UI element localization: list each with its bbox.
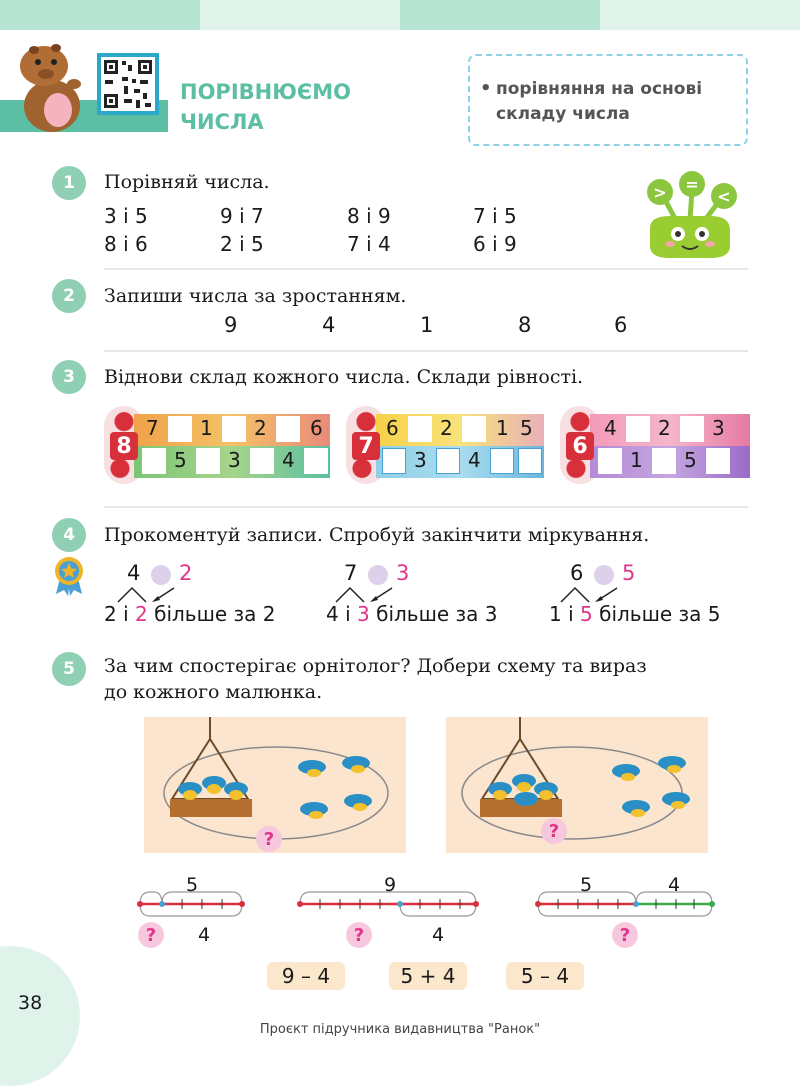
whole-number: 6 [566,432,594,460]
whole-number: 7 [352,432,380,460]
task4-text: Прокоментуй записи. Спробуй закінчити міркування. [104,524,650,546]
task-number-badge: 2 [52,279,86,313]
task-number-badge: 1 [52,166,86,200]
divider [104,350,748,352]
sequence-number: 1 [420,313,434,337]
question-mark-badge: ? [138,922,164,948]
greater-sign-icon: > [653,183,667,202]
task5-text-line1: За чим спостерігає орнітолог? Добери схему та вираз [104,655,647,677]
task2-text: Запиши числа за зростанням. [104,285,407,307]
capybara-mascot-icon [14,36,88,134]
part-number: 3 [228,448,241,472]
answer-box[interactable] [222,416,246,442]
reasoning-phrase: більше за [599,602,702,626]
sequence-number: 8 [518,313,532,337]
scheme-top-label: 5 [186,874,199,896]
compare-top-number: 2 [179,561,193,585]
top-band-2 [200,0,400,30]
reasoning-right: 2 [262,602,276,626]
expression-card[interactable]: 5 – 4 [506,962,584,990]
page-title-line2: ЧИСЛА [180,110,264,134]
task5-text-line2: до кожного малюнка. [104,681,323,703]
branch-arrows-icon [555,584,635,604]
compare-circle [368,565,388,585]
task-number-badge: 4 [52,518,86,552]
reasoning-and: і [568,602,574,626]
sequence-number: 9 [224,313,238,337]
medal-icon [52,556,86,596]
task-number-badge: 3 [52,360,86,394]
task1-text: Порівняй числа. [104,171,270,193]
number-card [560,402,756,486]
bird-feeder-icon [446,717,708,853]
part-number: 4 [604,416,617,440]
divider [104,268,748,270]
answer-box[interactable] [142,448,166,474]
question-mark-badge: ? [256,826,282,852]
answer-box[interactable] [196,448,220,474]
lesson-goal-line1: порівняння на основі [496,79,703,99]
answer-box[interactable] [382,448,406,474]
part-number: 5 [174,448,187,472]
page-title-line1: ПОРІВНЮЄМО [180,80,352,104]
reasoning-and: і [123,602,129,626]
compare-pair: 7 і 4 [347,232,391,256]
reasoning-right: 5 [707,602,721,626]
number-card [346,402,550,486]
reasoning-mid: 3 [357,602,370,626]
birds-picture [446,717,708,853]
compare-pair: 8 і 9 [347,204,391,228]
ribbon-top [376,414,544,446]
reasoning-line [326,602,498,626]
reasoning-line [549,602,721,626]
comparison-mascot-icon [630,168,746,262]
compare-top-number: 6 [570,561,584,585]
part-number: 1 [496,416,509,440]
reasoning-phrase: більше за [154,602,257,626]
page-number: 38 [18,992,43,1014]
answer-box[interactable] [518,448,542,474]
reasoning-line [104,602,276,626]
answer-box[interactable] [626,416,650,442]
less-sign-icon: < [717,187,731,206]
part-number: 5 [520,416,533,440]
qr-code-icon [97,53,159,115]
lesson-goal-line2: складу числа [496,104,630,124]
part-number: 3 [712,416,725,440]
compare-pair: 6 і 9 [473,232,517,256]
task3-text: Віднови склад кожного числа. Склади рівності. [104,366,584,388]
compare-circle [151,565,171,585]
answer-box[interactable] [462,416,486,442]
reasoning-left: 1 [549,602,562,626]
task-number-badge: 5 [52,652,86,686]
expression-card[interactable]: 9 – 4 [267,962,345,990]
divider [104,506,748,508]
reasoning-and: і [345,602,351,626]
compare-circle [594,565,614,585]
part-number: 2 [658,416,671,440]
part-number: 6 [386,416,399,440]
top-band-1 [0,0,200,30]
part-number: 1 [630,448,643,472]
compare-pair: 9 і 7 [220,204,264,228]
part-number: 3 [414,448,427,472]
scheme-top-label: 9 [384,874,397,896]
compare-pair: 3 і 5 [104,204,148,228]
compare-pair: 7 і 5 [473,204,517,228]
answer-box[interactable] [680,416,704,442]
answer-box[interactable] [706,448,730,474]
reasoning-right: 3 [484,602,498,626]
whole-number: 8 [110,432,138,460]
compare-top-number: 4 [127,561,141,585]
answer-box[interactable] [652,448,676,474]
number-card [104,402,336,486]
reasoning-phrase: більше за [376,602,479,626]
reasoning-left: 2 [104,602,117,626]
answer-box[interactable] [436,448,460,474]
answer-box[interactable] [276,416,300,442]
answer-box[interactable] [598,448,622,474]
reasoning-mid: 2 [135,602,148,626]
answer-box[interactable] [168,416,192,442]
compare-top-number: 5 [622,561,636,585]
reasoning-mid: 5 [580,602,593,626]
part-number: 7 [146,416,159,440]
part-number: 6 [310,416,323,440]
answer-box[interactable] [408,416,432,442]
part-number: 4 [468,448,481,472]
scheme-top-label: 5 [580,874,593,896]
compare-top-number: 3 [396,561,410,585]
scheme-top-label-2: 4 [668,874,681,896]
compare-pair: 2 і 5 [220,232,264,256]
question-mark-badge: ? [612,922,638,948]
answer-box[interactable] [250,448,274,474]
branch-arrows-icon [330,584,410,604]
sequence-number: 6 [614,313,628,337]
part-number: 4 [282,448,295,472]
part-number: 2 [254,416,267,440]
compare-top-number: 7 [344,561,358,585]
question-mark-badge: ? [346,922,372,948]
publisher-credit: Проєкт підручника видавництва "Ранок" [259,1022,541,1037]
reasoning-left: 4 [326,602,339,626]
segment-scheme [534,888,718,924]
equal-sign-icon: = [685,175,699,194]
scheme-bottom-label: 4 [198,924,211,946]
lesson-goal-bullet: • [480,78,492,99]
compare-pair: 8 і 6 [104,232,148,256]
part-number: 1 [200,416,213,440]
part-number: 2 [440,416,453,440]
top-band-3 [400,0,600,30]
branch-arrows-icon [112,584,192,604]
sequence-number: 4 [322,313,336,337]
top-band-4 [600,0,800,30]
page-corner [0,946,80,1086]
question-mark-badge: ? [541,818,567,844]
answer-box[interactable] [490,448,514,474]
part-number: 5 [684,448,697,472]
scheme-bottom-label: 4 [432,924,445,946]
answer-box[interactable] [304,448,328,474]
expression-card[interactable]: 5 + 4 [389,962,467,990]
lesson-goal-box [468,54,748,146]
